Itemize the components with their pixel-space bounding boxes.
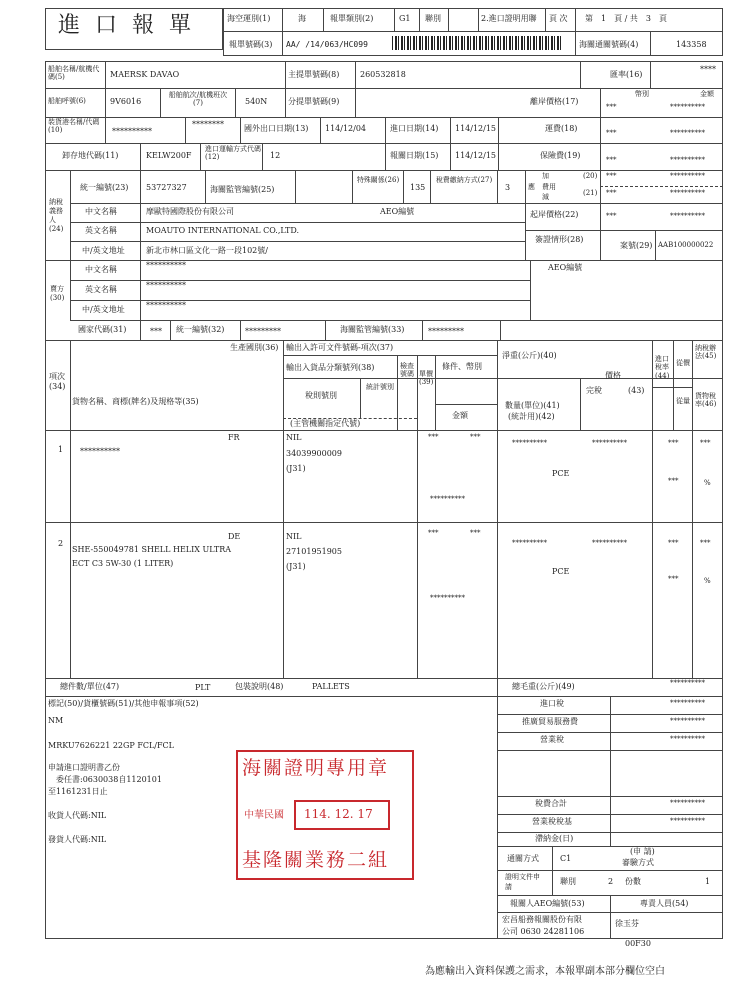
stat-unit-header: (統計用)(42): [508, 412, 555, 421]
proof-copy-value: 2: [608, 877, 614, 886]
item-designated: (J31): [286, 562, 306, 571]
item-terms-amount: ***: [470, 433, 481, 441]
barcode: [392, 36, 562, 50]
proof-copy-label: 聯別: [560, 877, 576, 886]
item-net-weight: **********: [512, 439, 547, 447]
service-fee-label: 推廣貿易服務費: [522, 717, 578, 726]
tax-total-value: **********: [670, 799, 705, 807]
tax-total-label: 稅費合計: [535, 799, 567, 808]
fob-currency: ***: [606, 103, 617, 111]
goods-tax-header: 貨物稅率(46): [695, 392, 717, 409]
taxpayer-cn-name-value: 摩歐特國際股份有限公司: [146, 207, 234, 216]
item-permit: NIL: [286, 532, 302, 541]
taxpayer-en-name-value: MOAUTO INTERNATIONAL CO.,LTD.: [146, 226, 300, 235]
designated-header: (主管機關指定代號): [290, 419, 361, 428]
taxpayer-cn-name-label: 中文名稱: [85, 207, 117, 216]
special-relation-value: 135: [410, 183, 426, 192]
master-bl-label: 主提單號碼(8): [288, 70, 340, 79]
seller-supervision-label: 海關監管編號(33): [340, 325, 405, 334]
insurance-amount: **********: [670, 156, 705, 164]
service-fee-value: **********: [670, 717, 705, 725]
vat-value: **********: [670, 735, 705, 743]
stamp-top-text: 海關證明專用章: [242, 757, 390, 779]
permit-header: 輸出入許可文件號碼-項次(37): [286, 343, 394, 352]
item-tariff: 34039900009: [286, 449, 342, 458]
marks-line-6: 收貨人代碼:NIL: [48, 811, 107, 820]
check-header: 檢查號碼: [400, 362, 414, 379]
marks-line-1: NM: [48, 716, 64, 725]
fees-label: 應 費用: [528, 183, 556, 191]
item-duty-rate: ***: [668, 539, 679, 547]
visa-label: 簽證情形(28): [535, 235, 584, 244]
marks-line-2: MRKU7626221 22GP FCL/FCL: [48, 741, 174, 750]
import-date-label: 進口日期(14): [390, 124, 439, 133]
item-amount: **********: [430, 594, 465, 602]
decl-type-label: 報單類別(2): [330, 14, 374, 23]
call-sign-value: 9V6016: [110, 97, 142, 106]
item-goods-tax: %: [704, 479, 711, 487]
decl-no-label: 報單號碼(3): [229, 40, 273, 49]
export-date-value: 114/12/04: [325, 124, 367, 133]
voyage-value: 540N: [245, 97, 268, 106]
fob-amount-label: 金額: [700, 90, 714, 98]
payment-method-label: 稅費繳納方式(27): [435, 176, 493, 184]
item-origin: DE: [228, 532, 241, 541]
item-no: 2: [58, 539, 64, 548]
item-duty-rate: ***: [668, 439, 679, 447]
cif-amount: **********: [670, 212, 705, 220]
taxpayer-section-label: 納稅義務人(24): [49, 198, 64, 234]
item-duty-specific: ***: [668, 575, 679, 583]
seller-uid-label: 統一編號(32): [176, 325, 225, 334]
master-bl-value: 260532818: [360, 70, 406, 79]
item-no-header: 項次(34): [49, 372, 66, 392]
taxpayer-aeo-label: AEO編號: [380, 207, 415, 216]
marks-line-4: 委任書:0630038自1120101: [56, 775, 162, 784]
taxpayer-address-label: 中/英文地址: [82, 246, 125, 255]
item-tax-method: ***: [700, 439, 711, 447]
taxpayer-en-name-label: 英文名稱: [85, 226, 117, 235]
item-goods-tax: %: [704, 577, 711, 585]
house-bl-label: 分提單號碼(9): [288, 97, 340, 106]
unit-price-header: 單價(39): [419, 370, 434, 387]
item-origin: FR: [228, 433, 240, 442]
terms-header: 條件、幣別: [442, 362, 482, 371]
quantity-header: 數量(單位)(41): [505, 401, 560, 410]
seller-cn-name-label: 中文名稱: [85, 265, 117, 274]
packages-label: 總件數/單位(47): [60, 682, 120, 691]
storage-label: 卸存地代碼(11): [62, 151, 119, 160]
footer-note: 為應輸出入資料保護之需求，本報單副本部分欄位空白: [425, 966, 665, 977]
case-label: 案號(29): [620, 241, 653, 250]
seller-address-value: **********: [146, 301, 186, 310]
gross-weight-value: **********: [670, 679, 705, 687]
goods-class-header: 輸出入貨品分類號列(38): [286, 363, 375, 372]
taxpayer-supervision-label: 海關監管編號(25): [210, 185, 275, 194]
stamp-bottom-text: 基隆關業務二組: [242, 849, 390, 871]
transport-label: 進口運輸方式代碼(12): [205, 145, 261, 161]
customs-no-label: 海關通關號碼(4): [579, 40, 639, 49]
deposit-label: 滯納金(日): [535, 834, 574, 843]
copy-label: 聯別: [425, 14, 441, 23]
export-date-label: 國外出口日期(13): [244, 124, 309, 133]
broker-person-label: 專責人員(54): [640, 899, 689, 908]
specific-header: 從量: [676, 397, 690, 405]
item-duty-specific: ***: [668, 477, 679, 485]
clearance-method-label: 通關方式: [507, 854, 539, 863]
stat-header: 統計號別: [366, 383, 394, 391]
stamp-date-text: 114. 12. 17: [304, 807, 373, 821]
page-label: 頁 次: [549, 14, 568, 23]
seller-country-label: 國家代碼(31): [78, 325, 127, 334]
fob-currency-label: 幣別: [635, 90, 649, 98]
stamp-era-text: 中華民國: [244, 810, 284, 821]
seller-uid-value: *********: [245, 327, 281, 336]
broker-person-value: 徐玉芬: [615, 919, 639, 928]
vat-label: 營業稅: [540, 735, 564, 744]
cif-currency: ***: [606, 212, 617, 220]
broker-aeo-label: 報關人AEO編號(53): [510, 899, 585, 908]
item-tax-method: ***: [700, 539, 711, 547]
seller-en-name-value: **********: [146, 281, 186, 290]
value43-header: (43): [628, 386, 645, 395]
import-duty-header: 進口稅率(44): [655, 355, 670, 380]
item-designated: (J31): [286, 464, 306, 473]
item-desc-2: ECT C3 5W-30 (1 LITER): [72, 559, 174, 568]
insurance-label: 保險費(19): [540, 151, 581, 160]
taxpayer-uid-value: 53727327: [146, 183, 187, 192]
marks-line-7: 發貨人代碼:NIL: [48, 835, 107, 844]
customs-no-value: 143358: [676, 40, 707, 49]
special-relation-label: 特殊關係(26): [356, 176, 400, 184]
item-terms-currency: ***: [428, 433, 439, 441]
item-desc: SHE-550049781 SHELL HELIX ULTRA: [72, 545, 232, 554]
clearance-method-value: C1: [560, 854, 572, 863]
taxpayer-uid-label: 統一編號(23): [80, 183, 129, 192]
import-tax-label: 進口稅: [540, 699, 564, 708]
amount-header: 金額: [452, 411, 468, 420]
seller-address-label: 中/英文地址: [82, 305, 125, 314]
packages-unit: PLT: [195, 683, 211, 692]
freight-label: 運費(18): [545, 124, 578, 133]
call-sign-label: 船舶呼號(6): [48, 97, 86, 105]
rate-label: 匯率(16): [610, 70, 643, 79]
report-date-label: 報關日期(15): [390, 151, 439, 160]
item-terms-currency: ***: [428, 529, 439, 537]
customs-seal-stamp: [236, 750, 414, 880]
packing-value: PALLETS: [312, 682, 350, 691]
decl-type-value: G1: [399, 14, 411, 23]
fob-amount: **********: [670, 103, 705, 111]
desc-header: 貨物名稱、商標(牌名)及規格等(35): [72, 397, 199, 406]
fee20-amount: **********: [670, 172, 705, 180]
item-unit: PCE: [552, 567, 570, 576]
seller-en-name-label: 英文名稱: [85, 285, 117, 294]
item-tariff: 27101951905: [286, 547, 342, 556]
port-code: ********: [192, 120, 224, 129]
value-header: 價格: [605, 371, 621, 380]
report-date-value: 114/12/15: [455, 151, 497, 160]
item-permit: NIL: [286, 433, 302, 442]
sub-fee-label: 減: [542, 193, 549, 201]
insurance-currency: ***: [606, 156, 617, 164]
vessel-name-label: 船舶名稱/航機代碼(5): [48, 65, 100, 81]
proof-label: 證明文件申 請: [505, 873, 547, 891]
item-net-weight: **********: [512, 539, 547, 547]
item-terms-amount: ***: [470, 529, 481, 537]
import-date-value: 114/12/15: [455, 124, 497, 133]
item-desc: **********: [80, 447, 120, 456]
fee21-currency: ***: [606, 189, 617, 197]
net-weight-header: 淨重(公斤)(40): [502, 351, 557, 360]
fee20-label: (20): [583, 172, 598, 180]
freight-currency: ***: [606, 129, 617, 137]
broker-name-1: 宏昌船務報關股份有限: [502, 915, 582, 924]
clearance-apply-label: (申 請): [630, 847, 655, 856]
tax-method-header: 納稅辦法(45): [695, 344, 717, 361]
payment-method-value: 3: [505, 183, 511, 192]
transport-value: 12: [270, 151, 281, 160]
broker-code: 00F30: [625, 939, 651, 948]
marks-line-5: 至1161231日止: [48, 787, 108, 796]
item-amount: **********: [430, 495, 465, 503]
voyage-label: 船舶航次/航機班次(7): [168, 91, 228, 107]
item-value: **********: [592, 539, 627, 547]
decl-no-value: AA/ /14/063/HC099: [286, 40, 368, 49]
seller-section-label: 賣方(30): [50, 285, 65, 303]
proof-copies-value: 1: [705, 877, 711, 886]
packing-label: 包裝說明(48): [235, 682, 284, 691]
import-tax-value: **********: [670, 699, 705, 707]
origin-header: 生產國別(36): [230, 343, 279, 352]
marks-line-3: 申請進口證明書乙份: [48, 763, 120, 772]
rate-value: ****: [700, 65, 716, 74]
tariff-header: 稅則號別: [305, 391, 337, 400]
air-sea-value: 海: [298, 14, 306, 23]
page-title: 進 口 報 單: [58, 13, 195, 38]
copy-value: 2.進口證明用聯: [481, 14, 537, 23]
item-value: **********: [592, 439, 627, 447]
storage-value: KELW200F: [146, 151, 192, 160]
gross-weight-label: 總毛重(公斤)(49): [512, 682, 575, 691]
item-no: 1: [58, 445, 64, 454]
cif-label: 起岸價格(22): [530, 210, 579, 219]
taxpayer-address-value: 新北市林口區文化一路一段102號/: [146, 246, 268, 255]
seller-supervision-value: *********: [428, 327, 464, 336]
air-sea-label: 海空運別(1): [227, 14, 271, 23]
port-label: 裝貨港名稱/代碼(10): [48, 118, 100, 134]
fee21-label: (21): [583, 189, 598, 197]
seller-cn-name-value: **********: [146, 261, 186, 270]
seller-country-value: ***: [150, 327, 162, 336]
seller-aeo-label: AEO編號: [548, 263, 583, 272]
complete-value-header: 完稅: [586, 386, 602, 395]
vat-base-label: 營業稅稅基: [532, 817, 572, 826]
fob-label: 離岸價格(17): [530, 97, 579, 106]
add-fee-label: 加: [542, 172, 549, 180]
fee21-amount: **********: [670, 189, 705, 197]
ad-valorem-header: 從價: [676, 359, 690, 367]
vat-base-value: **********: [670, 817, 705, 825]
page-value: 第 1 頁 / 共 3 頁: [585, 14, 667, 23]
marks-label: 標記(50)/貨櫃號碼(51)/其他申報事項(52): [48, 699, 199, 708]
vessel-name-value: MAERSK DAVAO: [110, 70, 180, 79]
broker-name-2: 公司 0630 24281106: [502, 927, 585, 936]
freight-amount: **********: [670, 129, 705, 137]
proof-copies-label: 份數: [625, 877, 641, 886]
item-unit: PCE: [552, 469, 570, 478]
case-value: AAB100000022: [658, 241, 714, 249]
port-value: **********: [112, 127, 152, 136]
fee20-currency: ***: [606, 172, 617, 180]
clearance-review-label: 審驗方式: [622, 858, 654, 867]
